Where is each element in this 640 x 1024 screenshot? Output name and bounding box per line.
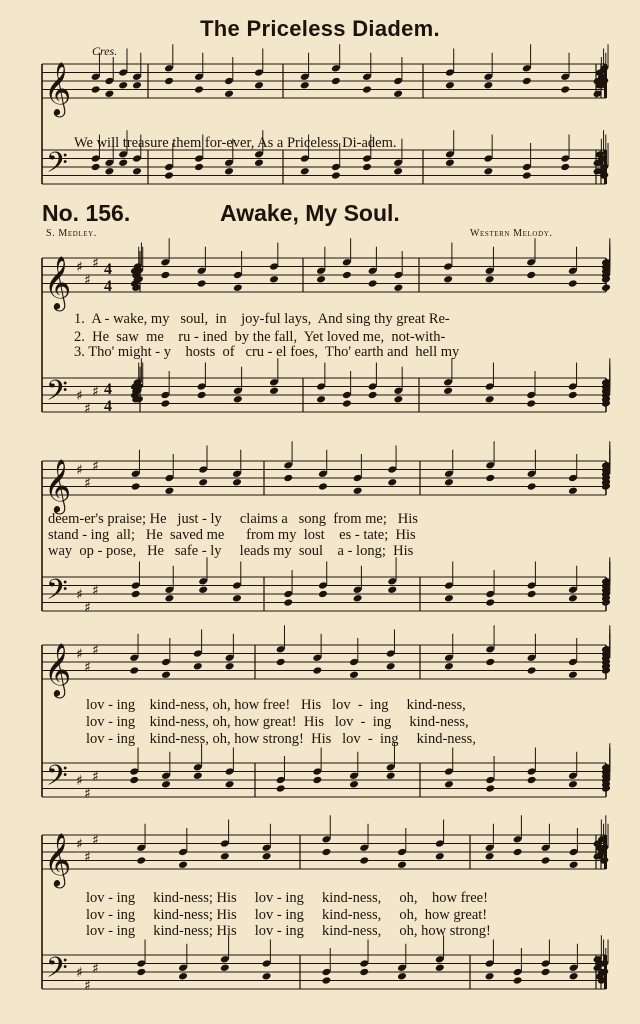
key-sharp: ♯ — [76, 646, 83, 663]
note-head — [568, 780, 578, 789]
note-head — [527, 482, 537, 491]
note-head — [233, 283, 243, 292]
note-head — [161, 780, 171, 789]
note-head — [485, 972, 495, 981]
note-head — [300, 81, 310, 90]
note-head — [254, 81, 264, 90]
note-head — [160, 399, 170, 408]
note-head — [232, 478, 242, 487]
note-head — [368, 391, 378, 400]
bass-clef-icon: 𝄢 — [46, 951, 68, 992]
note-head — [444, 478, 454, 487]
note-head — [527, 666, 537, 675]
note-head — [276, 784, 286, 793]
hymn-number: No. 156. — [42, 200, 131, 226]
note-head — [331, 171, 341, 180]
note-head — [568, 486, 578, 495]
note-head — [283, 598, 293, 607]
note-head — [342, 399, 352, 408]
note-head — [485, 275, 495, 284]
key-sharp: ♯ — [92, 458, 99, 475]
note-head — [194, 85, 204, 94]
top-lyric-text: We will treasure them for-ever, As a Priceless Di-adem. — [74, 135, 397, 151]
treble-clef-icon: 𝄞 — [44, 458, 72, 512]
key-sharp: ♯ — [92, 642, 99, 659]
note-head — [435, 852, 445, 861]
note-head — [522, 77, 532, 86]
note-head — [129, 666, 139, 675]
author-credit: S. Medley. — [46, 228, 97, 239]
note-head — [522, 171, 532, 180]
note-head — [568, 594, 578, 603]
note-head — [513, 848, 523, 857]
verse-3-text: 3. Tho' might - y hosts of cru - el foes, Tho' earth and hell my — [74, 344, 460, 360]
key-sharp: ♯ — [92, 582, 99, 599]
note-head — [131, 482, 141, 491]
key-sharp: ♯ — [84, 785, 91, 802]
note-head — [483, 81, 493, 90]
note-head — [161, 670, 171, 679]
note-head — [193, 771, 203, 780]
note-head — [331, 77, 341, 86]
chorus-1-text: lov - ing kind-ness; His lov - ing kind-ness, oh, how free! — [86, 890, 488, 906]
note-head — [386, 771, 396, 780]
note-head — [485, 474, 495, 483]
key-sharp: ♯ — [92, 832, 99, 849]
note-head — [220, 852, 230, 861]
note-head — [601, 283, 611, 292]
note-head — [276, 658, 286, 667]
note-head — [321, 848, 331, 857]
note-head — [541, 856, 551, 865]
note-head — [283, 474, 293, 483]
note-head — [193, 662, 203, 671]
note-head — [91, 85, 101, 94]
note-head — [393, 395, 403, 404]
key-sharp: ♯ — [84, 400, 91, 417]
treble-clef-icon: 𝄞 — [44, 61, 72, 115]
note-head — [568, 391, 578, 400]
note-head — [220, 963, 230, 972]
note-head — [397, 860, 407, 869]
key-sharp: ♯ — [76, 836, 83, 853]
verse-1-text: 1. A - wake, my soul, in joy-ful lays, And sing thy great Re- — [74, 311, 450, 327]
key-sharp: ♯ — [84, 659, 91, 676]
note-head — [560, 85, 570, 94]
key-sharp: ♯ — [92, 768, 99, 785]
note-head — [386, 662, 396, 671]
note-head — [118, 81, 128, 90]
note-head — [178, 860, 188, 869]
time-signature-denominator: 4 — [104, 398, 112, 415]
note-head — [349, 670, 359, 679]
note-head — [318, 482, 328, 491]
note-head — [136, 856, 146, 865]
chorus-3-text: lov - ing kind-ness; His lov - ing kind-ness, oh, how strong! — [86, 923, 491, 939]
bass-clef-icon: 𝄢 — [46, 573, 68, 614]
note-head — [485, 852, 495, 861]
verse-2-text: stand - ing all; He saved me from my lost es - tate; His — [48, 527, 416, 543]
note-head — [198, 585, 208, 594]
note-head — [526, 399, 536, 408]
note-head — [129, 776, 139, 785]
top-hymn-title: The Priceless Diadem. — [200, 16, 440, 41]
key-sharp: ♯ — [84, 977, 91, 994]
key-sharp: ♯ — [84, 475, 91, 492]
note-head — [445, 81, 455, 90]
verse-2-text: 2. He saw me ru - ined by the fall, Yet loved me, not-with- — [74, 329, 446, 345]
note-head — [527, 776, 537, 785]
note-head — [232, 594, 242, 603]
note-head — [353, 486, 363, 495]
note-head — [104, 89, 114, 98]
note-head — [233, 395, 243, 404]
note-head — [387, 585, 397, 594]
note-head — [359, 968, 369, 977]
note-head — [342, 271, 352, 280]
note-head — [397, 972, 407, 981]
note-head — [569, 972, 579, 981]
note-head — [321, 976, 331, 985]
note-head — [262, 972, 272, 981]
note-head — [393, 89, 403, 98]
bass-clef-icon: 𝄢 — [46, 374, 68, 415]
chorus-3-text: lov - ing kind-ness, oh, how strong! His lov - ing kind-ness, — [86, 731, 476, 747]
note-head — [198, 478, 208, 487]
note-head — [224, 89, 234, 98]
note-head — [435, 963, 445, 972]
time-signature-denominator: 4 — [104, 278, 112, 295]
note-head — [132, 81, 142, 90]
note-head — [568, 279, 578, 288]
note-head — [569, 860, 579, 869]
note-head — [164, 486, 174, 495]
note-head — [443, 275, 453, 284]
top-lyric-line — [0, 118, 640, 169]
treble-clef-icon: 𝄞 — [44, 642, 72, 696]
note-head — [353, 594, 363, 603]
key-sharp: ♯ — [76, 388, 83, 404]
note-head — [368, 279, 378, 288]
note-head — [444, 780, 454, 789]
note-head — [485, 395, 495, 404]
note-head — [131, 590, 141, 599]
key-sharp: ♯ — [76, 587, 83, 603]
note-head — [197, 391, 207, 400]
key-sharp: ♯ — [84, 599, 91, 616]
note-head — [262, 852, 272, 861]
key-sharp: ♯ — [92, 960, 99, 977]
note-head — [164, 77, 174, 86]
note-head — [513, 976, 523, 985]
note-head — [164, 594, 174, 603]
note-head — [541, 968, 551, 977]
bass-clef-icon: 𝄢 — [46, 146, 68, 187]
chorus-1-text: lov - ing kind-ness, oh, how free! His lov - ing kind-ness, — [86, 697, 466, 713]
note-head — [136, 968, 146, 977]
key-sharp: ♯ — [92, 255, 99, 272]
note-head — [178, 972, 188, 981]
key-sharp: ♯ — [76, 773, 83, 789]
key-sharp: ♯ — [76, 462, 83, 479]
note-head — [197, 279, 207, 288]
note-head — [527, 590, 537, 599]
composer-credit: Western Melody. — [470, 228, 553, 239]
note-head — [444, 662, 454, 671]
note-head — [387, 478, 397, 487]
note-head — [393, 283, 403, 292]
time-signature-numerator: 4 — [104, 261, 112, 278]
note-head — [443, 386, 453, 395]
note-head — [316, 275, 326, 284]
note-head — [225, 662, 235, 671]
key-sharp: ♯ — [84, 849, 91, 866]
treble-clef-icon: 𝄞 — [44, 832, 72, 886]
verse-3-text: way op - pose, He safe - ly leads my soul a - long; His — [48, 543, 414, 559]
note-head — [444, 594, 454, 603]
note-head — [485, 658, 495, 667]
crescendo-mark: Cres. — [92, 44, 118, 58]
verse-1-text: deem-er's praise; He just - ly claims a song from me; His — [48, 511, 418, 527]
key-sharp: ♯ — [76, 259, 83, 276]
note-head — [316, 395, 326, 404]
note-head — [225, 780, 235, 789]
note-head — [312, 776, 322, 785]
time-signature-numerator: 4 — [104, 381, 112, 398]
note-head — [485, 598, 495, 607]
key-sharp: ♯ — [84, 272, 91, 289]
treble-clef-icon: 𝄞 — [44, 255, 72, 309]
note-head — [349, 780, 359, 789]
hymn-title: Awake, My Soul. — [220, 200, 400, 226]
note-head — [164, 171, 174, 180]
key-sharp: ♯ — [76, 965, 83, 981]
note-head — [160, 271, 170, 280]
note-head — [359, 856, 369, 865]
note-head — [269, 386, 279, 395]
chorus-2-text: lov - ing kind-ness; His lov - ing kind-ness, oh, how great! — [86, 907, 488, 923]
note-head — [362, 85, 372, 94]
note-head — [269, 275, 279, 284]
note-head — [312, 666, 322, 675]
key-sharp: ♯ — [92, 383, 99, 400]
bass-clef-icon: 𝄢 — [46, 759, 68, 800]
note-head — [526, 271, 536, 280]
note-head — [485, 784, 495, 793]
chorus-2-text: lov - ing kind-ness, oh, how great! His lov - ing kind-ness, — [86, 714, 469, 730]
note-head — [318, 590, 328, 599]
note-head — [568, 670, 578, 679]
